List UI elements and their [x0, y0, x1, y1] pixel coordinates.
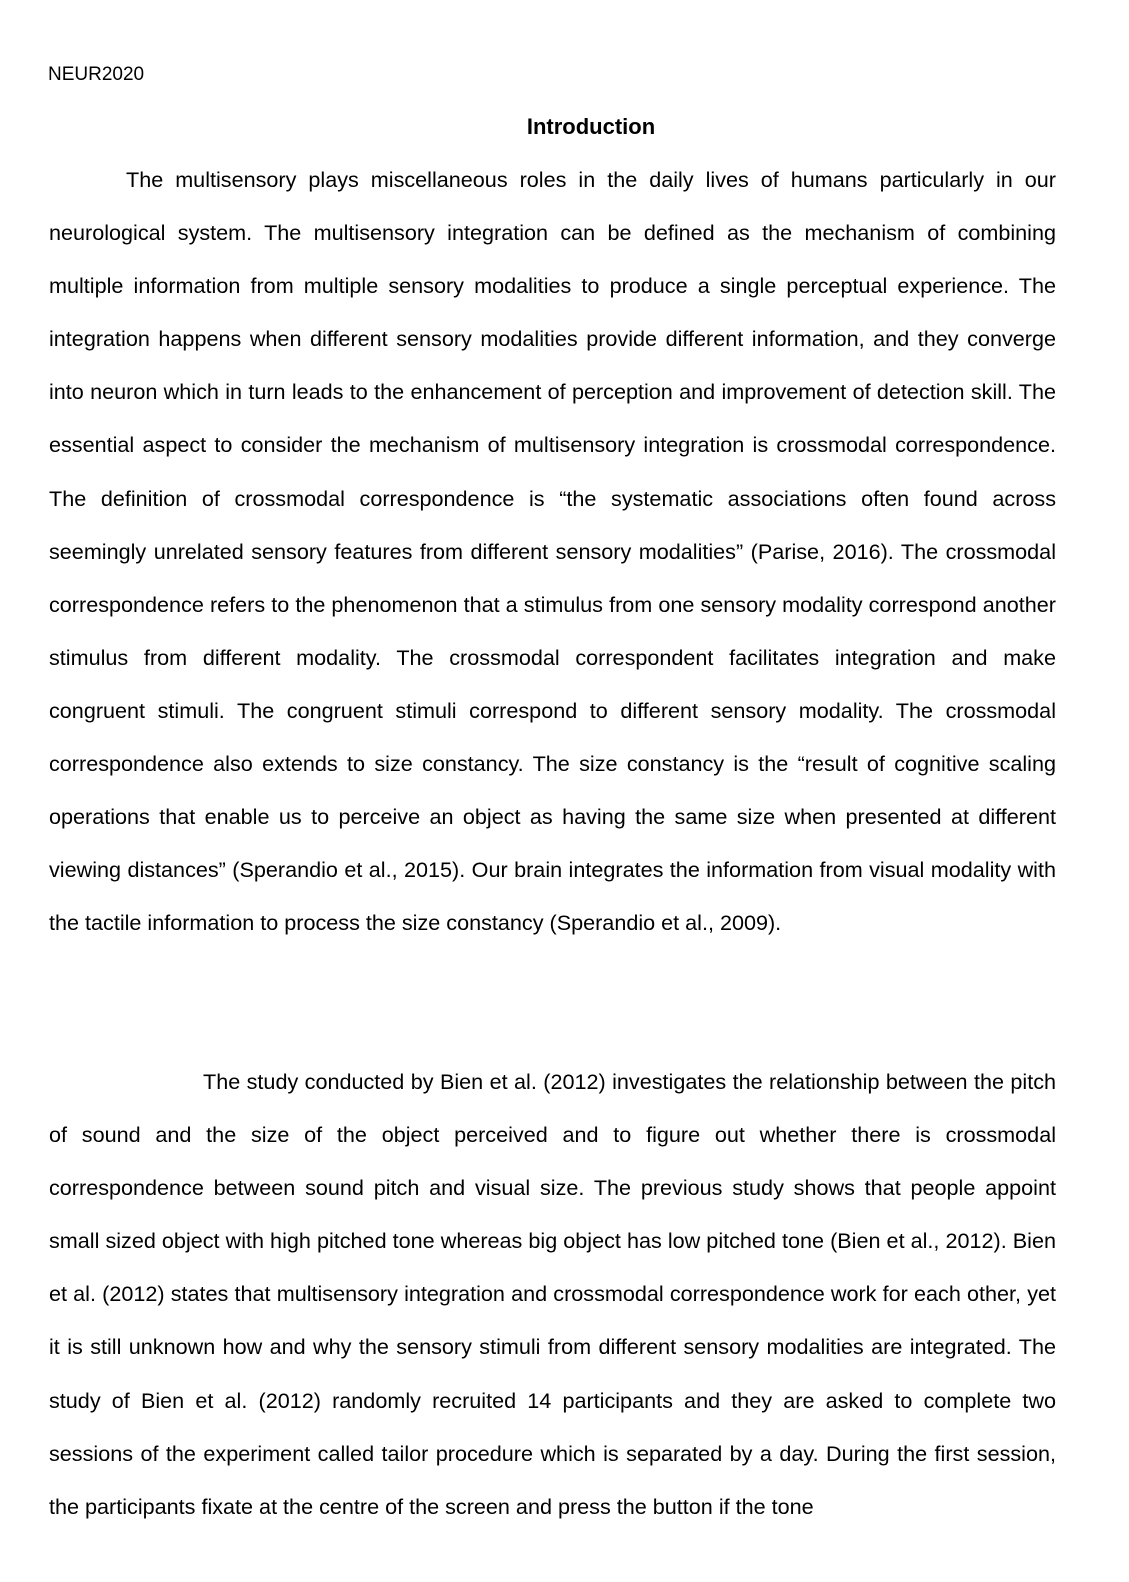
paragraph: The multisensory plays miscellaneous roles in the daily lives of humans particularly in our neurological system. The multisensory integration can be defined as the mechanism of combining multiple information from multiple sensory modalities to produce a single perceptual experience. The integration happens when different sensory modalities provide different information, and they converge into neuron which in turn leads to the enhancement of perception and improvement of detection skill. The essential aspect to consider the mechanism of multisensory integration is crossmodal correspondence. The definition of crossmodal correspondence is “the systematic associations often found across seemingly unrelated sensory features from different sensory modalities” (Parise, 2016). The crossmodal correspondence refers to the phenomenon that a stimulus from one sensory modality correspond another stimulus from different modality. The crossmodal correspondent facilitates integration and make congruent stimuli. The congruent stimuli correspond to different sensory modality. The crossmodal correspondence also extends to size constancy. The size constancy is the “result of cognitive scaling operations that enable us to perceive an object as having the same size when presented at different viewing distances” (Sperandio et al., 2015). Our brain integrates the information from visual modality with the tactile information to process the size constancy (Sperandio et al., 2009).	[49, 167, 1056, 936]
paragraph: The study conducted by Bien et al. (2012) investigates the relationship between the pitch of sound and the size of the object perceived and to figure out whether there is crossmodal correspondence between sound pitch and visual size. The previous study shows that people appoint small sized object with high pitched tone whereas big object has low pitched tone (Bien et al., 2012). Bien et al. (2012) states that multisensory integration and crossmodal correspondence work for each other, yet it is still unknown how and why the sensory stimuli from different sensory modalities are integrated. The study of Bien et al. (2012) randomly recruited 14 participants and they are asked to complete two sessions of the experiment called tailor procedure which is separated by a day. During the first session, the participants fixate at the centre of the screen and press the button if the tone	[49, 1069, 1056, 1519]
section-title: Introduction	[526, 114, 656, 139]
course-code: NEUR2020	[48, 64, 145, 85]
